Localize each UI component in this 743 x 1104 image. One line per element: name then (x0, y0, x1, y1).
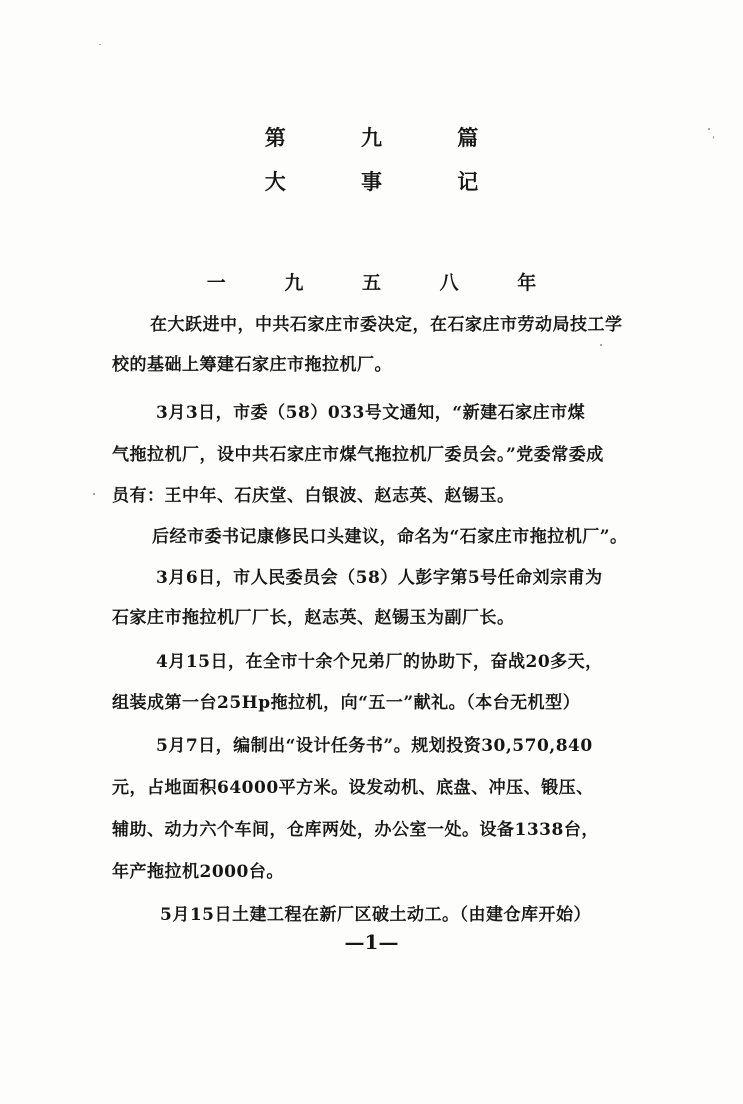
text-line: 元，占地面积64000平方米。设发动机、底盘、冲压、锻压、 (112, 778, 594, 798)
scan-speck (600, 344, 602, 346)
section-title: 大 事 记 (264, 169, 513, 194)
text-line: 4月15日，在全市十余个兄弟厂的协助下，奋战20多天， (156, 652, 603, 672)
page-number: —1— (344, 930, 399, 954)
scan-speck (708, 128, 710, 130)
text-line: 员有：王中年、石庆堂、白银波、赵志英、赵锡玉。 (112, 486, 515, 506)
text-line: 后经市委书记康修民口头建议，命名为“石家庄市拖拉机厂”。 (152, 527, 628, 547)
text-line: 年产拖拉机2000台。 (112, 862, 284, 882)
text-line: 辅助、动力六个车间，仓库两处，办公室一处。设备1338台， (112, 820, 599, 840)
part-title: 第 九 篇 (264, 125, 513, 150)
scan-speck (93, 493, 95, 495)
scan-speck (99, 44, 101, 45)
year-heading: 一 九 五 八 年 (206, 272, 563, 294)
text-line: 石家庄市拖拉机厂厂长，赵志英、赵锡玉为副厂长。 (112, 608, 515, 628)
text-line: 5月7日，编制出“设计任务书”。规划投资30,570,840 (156, 736, 593, 756)
text-line: 5月15日土建工程在新厂区破土动工。（由建仓库开始） (160, 905, 591, 925)
text-line: 3月3日，市委（58）033号文通知，“新建石家庄市煤 (156, 403, 586, 423)
text-line: 校的基础上筹建石家庄市拖拉机厂。 (112, 355, 392, 375)
text-line: 气拖拉机厂，设中共石家庄市煤气拖拉机厂委员会。”党委常委成 (112, 445, 604, 465)
text-line: 3月6日，市人民委员会（58）人彭字第5号任命刘宗甫为 (156, 568, 603, 588)
text-line: 组装成第一台25Hp拖拉机，向“五一”献礼。（本台无机型） (112, 693, 581, 713)
scan-speck (713, 136, 714, 139)
text-line: 在大跃进中，中共石家庄市委决定，在石家庄市劳动局技工学 (150, 315, 623, 335)
